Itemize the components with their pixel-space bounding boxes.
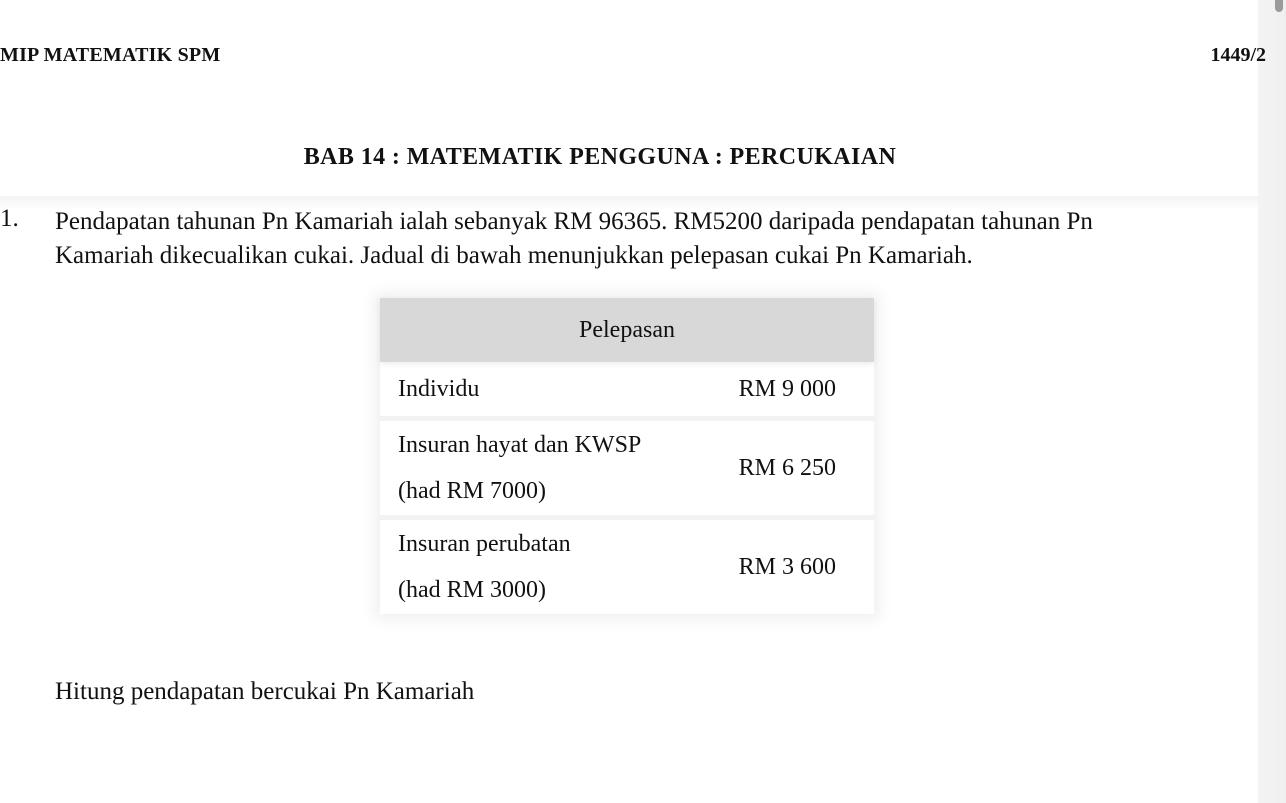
scrollbar-thumb[interactable] [1275, 0, 1283, 12]
relief-item-label: Insuran perubatan [398, 531, 571, 557]
scrollbar[interactable] [1258, 0, 1286, 803]
relief-item-label: Individu [398, 375, 480, 402]
question-line-2: Kamariah dikecualikan cukai. Jadual di bawah menunjukkan pelepasan cukai Pn Kamariah. [55, 242, 973, 269]
relief-item [380, 362, 706, 419]
tax-relief-table [380, 298, 874, 614]
relief-item [380, 518, 706, 615]
relief-item [380, 419, 706, 518]
relief-item-limit: (had RM 7000) [398, 478, 546, 504]
question-instruction: Hitung pendapatan bercukai Pn Kamariah [55, 678, 475, 705]
table-row [380, 419, 874, 518]
relief-amount: RM 6 250 [706, 419, 874, 518]
header-paper-code: 1449/2 [1210, 44, 1266, 66]
relief-item-label: Insuran hayat dan KWSP [398, 432, 642, 458]
relief-amount: RM 3 600 [706, 518, 874, 615]
question-text [55, 205, 1205, 273]
table-header: Pelepasan [380, 298, 874, 362]
relief-amount: RM 9 000 [738, 375, 836, 402]
question-number: 1. [0, 205, 19, 232]
relief-item-limit: (had RM 3000) [398, 577, 546, 603]
question-line-1: Pendapatan tahunan Pn Kamariah ialah sebanyak RM 96365. RM5200 daripada pendapatan tahunan Pn [55, 208, 1093, 235]
chapter-title: BAB 14 : MATEMATIK PENGGUNA : PERCUKAIAN [303, 144, 897, 170]
header-subject: MIP MATEMATIK SPM [0, 44, 221, 66]
table-row [380, 362, 874, 419]
table-row [380, 518, 874, 615]
